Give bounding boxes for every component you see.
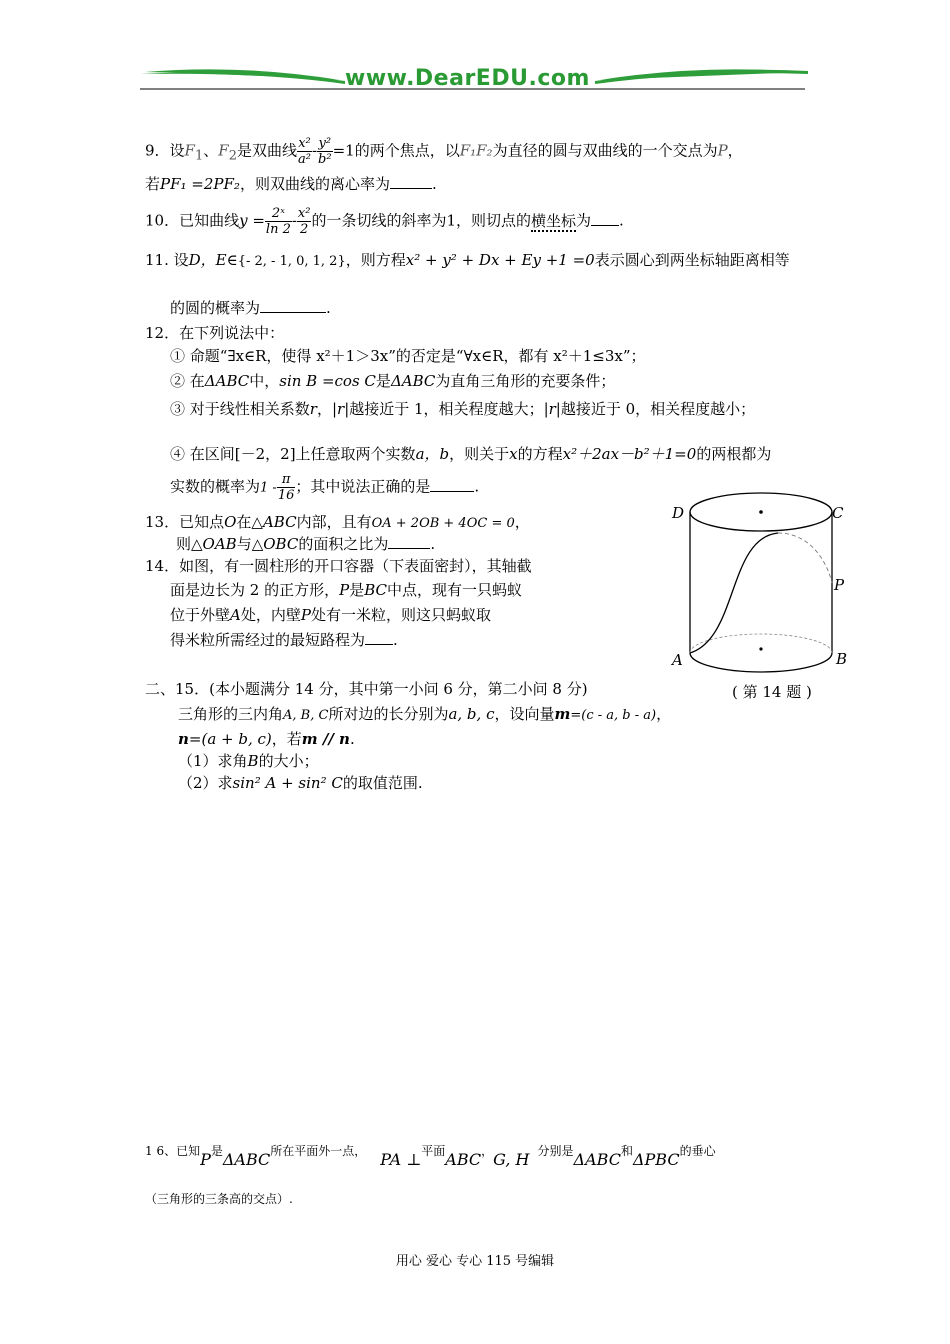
q14-line1: 14．如图，有一圆柱形的开口容器（下表面密封），其轴截 (145, 557, 532, 575)
q10-answer-blank (591, 212, 619, 226)
q11-line1: 11. 设D，E∈{- 2, - 1, 0, 1, 2}，则方程x² + y² + Dx + Ey +1 =0表示圆心到两坐标轴距离相等 (145, 251, 790, 269)
q14-line4: 得米粒所需经过的最短路程为 . (170, 631, 398, 649)
q9-line1: 9．设$F_1$、$F_2$是双曲线 $\frac{\text{x²}}{\text{a²}}$ - $\frac{\text{y²}}{\text{b²}}$ =1的两个焦点，以F₁F₂为直径的圆与双曲线的一个交点为P， (145, 136, 743, 167)
cylinder-bottom-front (690, 653, 832, 672)
q9-frac-y: $\frac{\text{y²}}{\text{b²}}$ (318, 136, 332, 167)
q13-line1: 13．已知点O在△ABC内部，且有OA + 2OB + 4OC = 0， (145, 513, 530, 531)
q13-line2: 则△OAB与△OBC的面积之比为 . (176, 535, 436, 553)
q16-line1: 1 6、已知P是ΔABC所在平面外一点， PA ⊥平面ABC，G, H 分别是ΔABC和ΔPBC的垂心 (145, 1144, 716, 1169)
fig-label-D: D (672, 504, 685, 522)
ant-path-inner (778, 533, 832, 583)
q15-line2: n=(a + b, c)，若m // n. (178, 730, 355, 748)
cylinder-figure (668, 488, 858, 688)
q15-line1: 三角形的三内角A, B, C所对边的长分别为a, b, c，设向量m=(c - a, b - a)， (178, 705, 672, 723)
q16-line2: （三角形的三条高的交点）. (145, 1192, 293, 1206)
q12-statement-2: ② 在ΔABC中，sin B =cos C是ΔABC为直角三角形的充要条件； (170, 372, 616, 390)
fig-label-C: C (832, 504, 844, 522)
bottom-center-dot (759, 647, 762, 650)
q14-line3: 位于外壁A处，内壁P处有一米粒，则这只蚂蚁取 (170, 606, 491, 624)
q13-answer-blank (388, 535, 430, 549)
q12-statement-3: ③ 对于线性相关系数r，|r|越接近于 1，相关程度越大；|r|越接近于 0，相关程度越小； (170, 400, 756, 418)
q12-statement-4: ④ 在区间[－2，2]上任意取两个实数a，b，则关于x的方程x²＋2ax－b²＋1=0的两根都为 (170, 445, 772, 463)
top-center-dot (759, 510, 763, 514)
q9-line2: 若PF₁ =2PF₂，则双曲线的离心率为 . (145, 175, 437, 193)
q15-part1: （1）求角B的大小； (178, 752, 319, 770)
q11-line2: 的圆的概率为 . (170, 299, 331, 317)
q12-statement-1: ① 命题“∃x∈R，使得 x²＋1＞3x”的否定是“∀x∈R，都有 x²＋1≤3x”； (170, 347, 646, 365)
fig-label-B: B (836, 650, 848, 668)
q9-answer-blank (390, 175, 432, 189)
q12-answer-blank (430, 478, 474, 492)
page-footer: 用心 爱心 专心 115 号编辑 (395, 1254, 555, 1269)
q15-heading: 二、15．(本小题满分 14 分，其中第一小问 6 分，第二小问 8 分) (145, 680, 588, 698)
fig-label-A: A (672, 651, 683, 669)
q12-title: 12．在下列说法中： (145, 324, 285, 342)
site-logo[interactable]: www.DearEDU.com (345, 66, 590, 91)
q11-answer-blank (260, 299, 326, 313)
q12-line-5: 实数的概率为1 - $\frac{\pi}{16}$ ；其中说法正确的是 . (170, 472, 480, 503)
q15-part2: （2）求sin² A + sin² C的取值范围. (178, 774, 423, 792)
q10-line: 10．已知曲线y = $\frac{\text{2ˣ}}{\ln 2}$ - $\frac{\text{x²}}{2}$ 的一条切线的斜率为1，则切点的横坐标为 . (145, 206, 624, 237)
q14-line2: 面是边长为 2 的正方形，P是BC中点，现有一只蚂蚁 (170, 581, 522, 599)
figure-caption: ( 第 14 题 ) (732, 683, 812, 701)
q14-answer-blank (365, 631, 393, 645)
q9-frac-x: $\frac{\text{x²}}{\text{a²}}$ (297, 136, 311, 167)
ant-path-outer (690, 533, 778, 653)
fig-label-P: P (834, 576, 845, 594)
